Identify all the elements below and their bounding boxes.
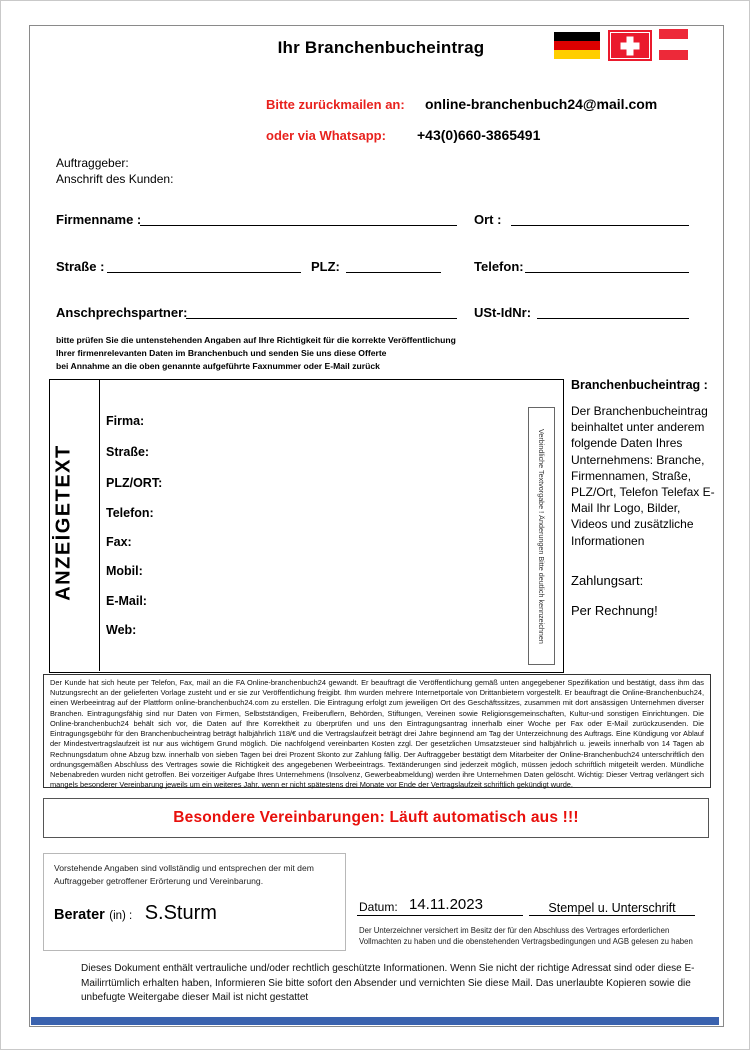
date-value[interactable]: 14.11.2023 bbox=[409, 896, 483, 913]
berater-label: Berater bbox=[54, 906, 105, 923]
mail-back-label: Bitte zurückmailen an: bbox=[266, 97, 405, 112]
ad-web-label: Web: bbox=[106, 623, 137, 637]
date-label: Datum: bbox=[359, 900, 398, 914]
special-agreements-box bbox=[43, 798, 709, 838]
check-note-line: bitte prüfen Sie die untenstehenden Angaben auf Ihre Richtigkeit für die korrekte Veröffentlichung bbox=[56, 335, 456, 345]
ansprechpartner-label: Anschprechspartner: bbox=[56, 305, 188, 320]
whatsapp-label: oder via Whatsapp: bbox=[266, 128, 386, 143]
ad-strasse-label: Straße: bbox=[106, 445, 150, 459]
strasse-label: Straße : bbox=[56, 259, 105, 274]
anzeigetext-side-label: ANZEİGETEXT bbox=[52, 444, 75, 601]
anzeigetext-divider bbox=[99, 379, 100, 671]
vertical-note-strip bbox=[528, 407, 555, 665]
auftraggeber-label: Auftraggeber: bbox=[56, 156, 129, 170]
ort-field[interactable] bbox=[511, 211, 689, 226]
berater-confirmation: Vorstehende Angaben sind vollständig und entsprechen der mit dem Auftraggeber getroffener Erörterung und Vereinbarung. bbox=[54, 863, 314, 886]
payment-value: Per Rechnung! bbox=[571, 603, 658, 618]
austria-flag-icon bbox=[659, 29, 688, 60]
special-agreements-text: Besondere Vereinbarungen: Läuft automatisch aus !!! bbox=[173, 809, 579, 826]
anschrift-label: Anschrift des Kunden: bbox=[56, 172, 174, 186]
ad-firma-label: Firma: bbox=[106, 414, 145, 428]
germany-flag-icon bbox=[554, 32, 600, 59]
whatsapp-number[interactable]: +43(0)660-3865491 bbox=[417, 127, 541, 143]
strasse-field[interactable] bbox=[107, 258, 301, 273]
ad-fax-label: Fax: bbox=[106, 535, 132, 549]
payment-label: Zahlungsart: bbox=[571, 573, 644, 588]
ad-telefon-label: Telefon: bbox=[106, 506, 154, 520]
ustidnr-label: USt-IdNr: bbox=[474, 305, 532, 320]
vertical-note-text: Verbindliche Textvorgabe ! Änderungen Bitte deutlich kennzeichnen bbox=[537, 428, 546, 644]
plz-label: PLZ: bbox=[311, 259, 340, 274]
ustidnr-field[interactable] bbox=[537, 304, 689, 319]
berater-box bbox=[43, 853, 346, 951]
stamp-signature-label: Stempel u. Unterschrift bbox=[548, 901, 676, 915]
telefon-label: Telefon: bbox=[474, 259, 524, 274]
check-note-line: bei Annahme an die oben genannte aufgeführte Faxnummer oder E-Mail zurück bbox=[56, 360, 380, 371]
berater-label-suffix: (in) : bbox=[109, 909, 133, 922]
bottom-blue-bar bbox=[31, 1017, 719, 1025]
signature-note: Der Unterzeichner versichert im Besitz der für den Abschluss des Vertrages erforderlichen Vollmachten zu haben und die obenstehenden Vertragsbedingungen und AGB gelesen zu haben bbox=[359, 926, 693, 947]
ad-email-label: E-Mail: bbox=[106, 594, 147, 608]
ort-label: Ort : bbox=[474, 212, 502, 227]
terms-text: Der Kunde hat sich heute per Telefon, Fax, mail an die FA Online-branchenbuch24 gewandt. Er beauftragt die Veröffentlichung gemäß unten angegebener Spezifikation und bestätigt, dass ihm das Nutzungsrecht an der gelieferten Vorlage zusteht und er sie zur Veröffentlichung freigibt. Ihm wurden mehrere Internetportale von Drittanbietern vorgestellt. Er beauftragt die Online-Branchenbuch24, einen Werbeeintrag auf der Plattform online-branchenbuch24.com zu erstellen. Die Eintragung erfolgt zum jeweiligen Ort des Geschäftssitzes, zusammen mit dort ansässigen Unternehmen diverser Branchen. Eintragungsfähig sind nur Daten von Firmen, Selbstständigen, Freiberuflern, Behörden, Stiftungen, Vereinen sowie Religionsgemeinschaften, Kultur-und sonstigen Einrichtungen. Die Online-branchenbuch24 behält sich vor, die Daten auf Ihre Korrektheit zu überprüfen und uns den Eintragungsantrag innerhalb einer Woche per Fax oder E-Mail zurückzusenden. Die Eintragungsgebühr für den Branchenbucheintrag beträgt halbjährlich 118/€ und die Vertragslaufzeit beträgt drei Jahre beginnend am Tag der Unterzeichnung des Auftrags. Eine Kündigung vor Ablauf der Mindestvertragslaufzeit ist nur aus wichtigem Grund möglich. Die nachfolgend vereinbarten Kosten zzgl. Der gesetzlichen Umsatzsteuer sind halbjährlich u. jeweils innerhalb von 14 Tagen ab Rechnungsdatum ohne Abzug bzw. innerhalb von sieben Tagen bei drei Prozent Skonto zur Zahlung fällig. Der Auftraggeber bestätigt dem Mitarbeiter der Online-Branchenbuch24 unterschriftlich den ordnungsgemäßen Abschluss des Vertrages sowie die Richtigkeit des angegebenen Werbeeintrags. Textänderungen sind jederzeit möglich, müssen jedoch schriftlich mitgeteilt werden. Mündliche Nebenabreden wurden nicht getroffen. Bei vorzeitiger Aufgabe Ihres Unternehmens (Insolvenz, Gewerbeabmeldung) werden ihre Unternehmen Daten gelöscht. Wichtig: Dieser Vertrag verlängert sich mangels besonderer Vereinbarung jeweils um ein weiteres Jahr, wenn er nicht spätestens drei Monate vor Ende der Vertragslaufzeit schriftlich gekündigt wurde. bbox=[50, 678, 704, 790]
telefon-field[interactable] bbox=[525, 258, 689, 273]
plz-field[interactable] bbox=[346, 258, 441, 273]
terms-box bbox=[43, 674, 711, 788]
firmenname-label: Firmenname : bbox=[56, 212, 142, 227]
firmenname-field[interactable] bbox=[140, 211, 457, 226]
contact-email[interactable]: online-branchenbuch24@mail.com bbox=[425, 96, 658, 112]
ansprechpartner-field[interactable] bbox=[186, 304, 457, 319]
switzerland-flag-icon bbox=[608, 30, 652, 61]
berater-name: S.Sturm bbox=[144, 901, 217, 924]
check-note-line: Ihrer firmenrelevanten Daten im Branchenbuch und senden Sie uns diese Offerte bbox=[56, 347, 387, 358]
info-heading: Branchenbucheintrag : bbox=[571, 378, 708, 392]
info-body: Der Branchenbucheintrag beinhaltet unter anderem folgende Daten Ihres Unternehmens: Branche, Firmennamen, Straße, PLZ/Ort, Telefon Telefax E-Mail Ihr Logo, Bilder, Videos und zusätzliche Informationen bbox=[571, 404, 715, 548]
ad-plzort-label: PLZ/ORT: bbox=[106, 476, 163, 490]
page-title: Ihr Branchenbucheintrag bbox=[277, 38, 485, 57]
ad-mobil-label: Mobil: bbox=[106, 564, 143, 578]
footer-disclaimer: Dieses Dokument enthält vertrauliche und/oder rechtlich geschützte Informationen. Wenn Sie nicht der richtige Adressat sind oder diese E-Mailirrtümlich erhalten haben, Informieren Sie bitte sofort den Absender und vernichten Sie diese Mail. Das unerlaubte Kopieren sowie die unbefugte Weitergabe dieser Mail ist nicht gestattet bbox=[81, 963, 695, 1003]
